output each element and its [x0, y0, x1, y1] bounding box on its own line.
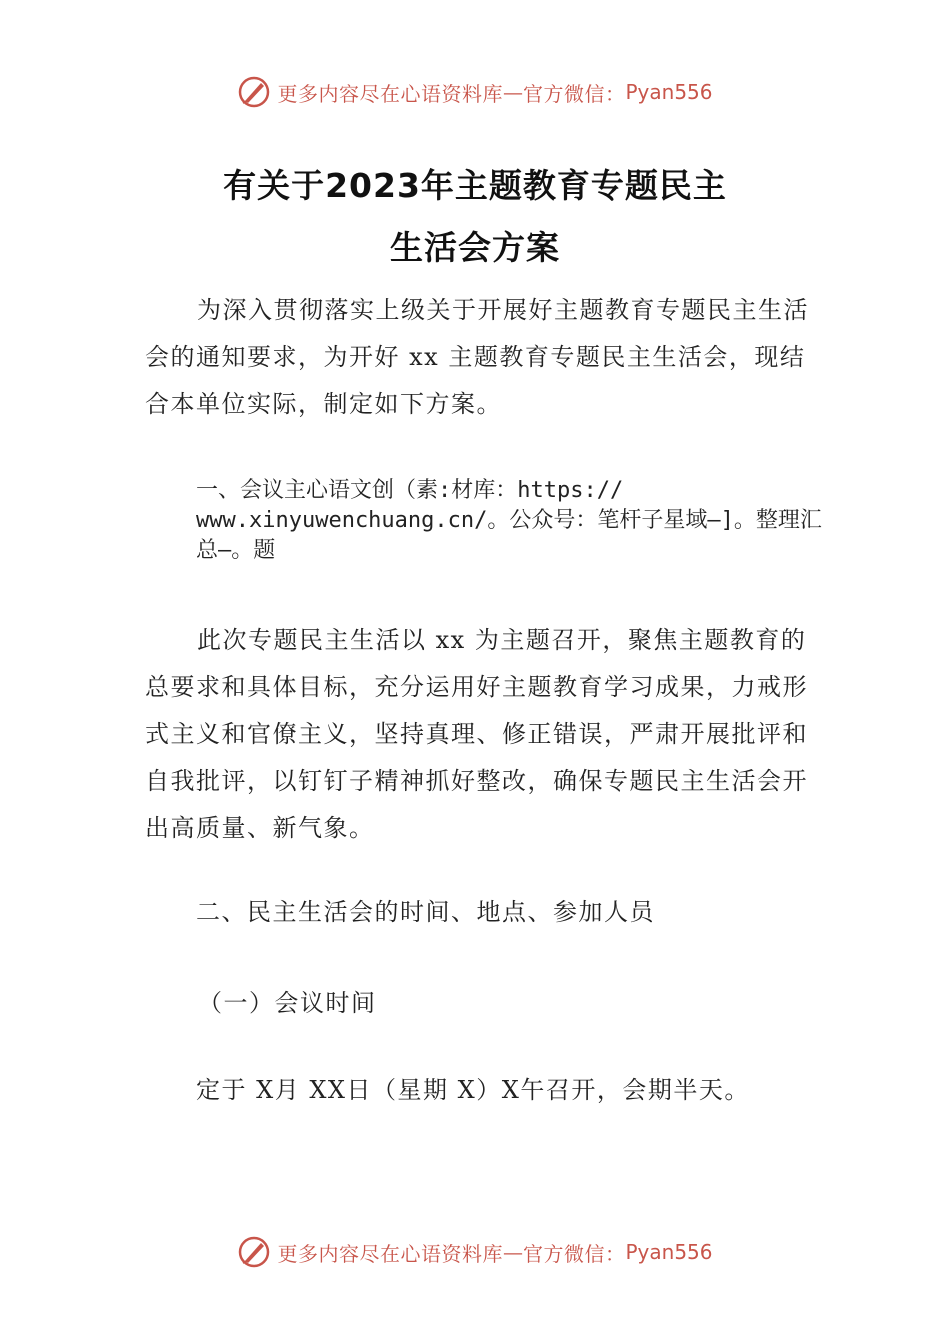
footer-banner-separator: — — [502, 1240, 523, 1264]
section-1-heading: 一、会议主心语文创（素:材库：https:// www.xinyuwenchuang.cn/。公众号：笔杆子星域—]。整理汇总—。题 — [196, 478, 822, 563]
footer-banner-handle: Pyan556 — [625, 1240, 713, 1264]
subsection-1-heading: （一）会议时间 — [198, 989, 377, 1017]
quill-logo-icon — [237, 1235, 271, 1269]
section-2-heading: 二、民主生活会的时间、地点、参加人员 — [196, 898, 655, 926]
footer-banner-official: 官方微信： — [522, 1241, 626, 1266]
banner-text: 更多内容尽在心语资料库 — [277, 81, 503, 106]
footer-banner — [0, 1230, 950, 1274]
intro-paragraph: 为深入贯彻落实上级关于开展好主题教育专题民主生活会的通知要求，为开好 xx 主题教育专题民主生活会，现结合本单位实际，制定如下方案。 — [145, 296, 809, 418]
banner-handle: Pyan556 — [625, 80, 713, 104]
footer-banner-text: 更多内容尽在心语资料库 — [277, 1241, 503, 1266]
theme-paragraph: 此次专题民主生活以 xx 为主题召开，聚焦主题教育的总要求和具体目标，充分运用好主题教育学习成果，力戒形式主义和官僚主义，坚持真理、修正错误，严肃开展批评和自我批评，以钉钉子精神抓好整改，确保专题民主生活会开出高质量、新气象。 — [145, 626, 808, 842]
meeting-time-paragraph: 定于 X月 XX日（星期 X）X午召开，会期半天。 — [196, 1076, 750, 1104]
document-title-line1: 有关于2023年主题教育专题民主 — [223, 166, 727, 205]
banner-separator: — — [502, 80, 523, 104]
document-title-line2: 生活会方案 — [390, 228, 560, 267]
banner-official: 官方微信： — [522, 81, 626, 106]
header-banner — [0, 70, 950, 114]
quill-logo-icon — [237, 75, 271, 109]
